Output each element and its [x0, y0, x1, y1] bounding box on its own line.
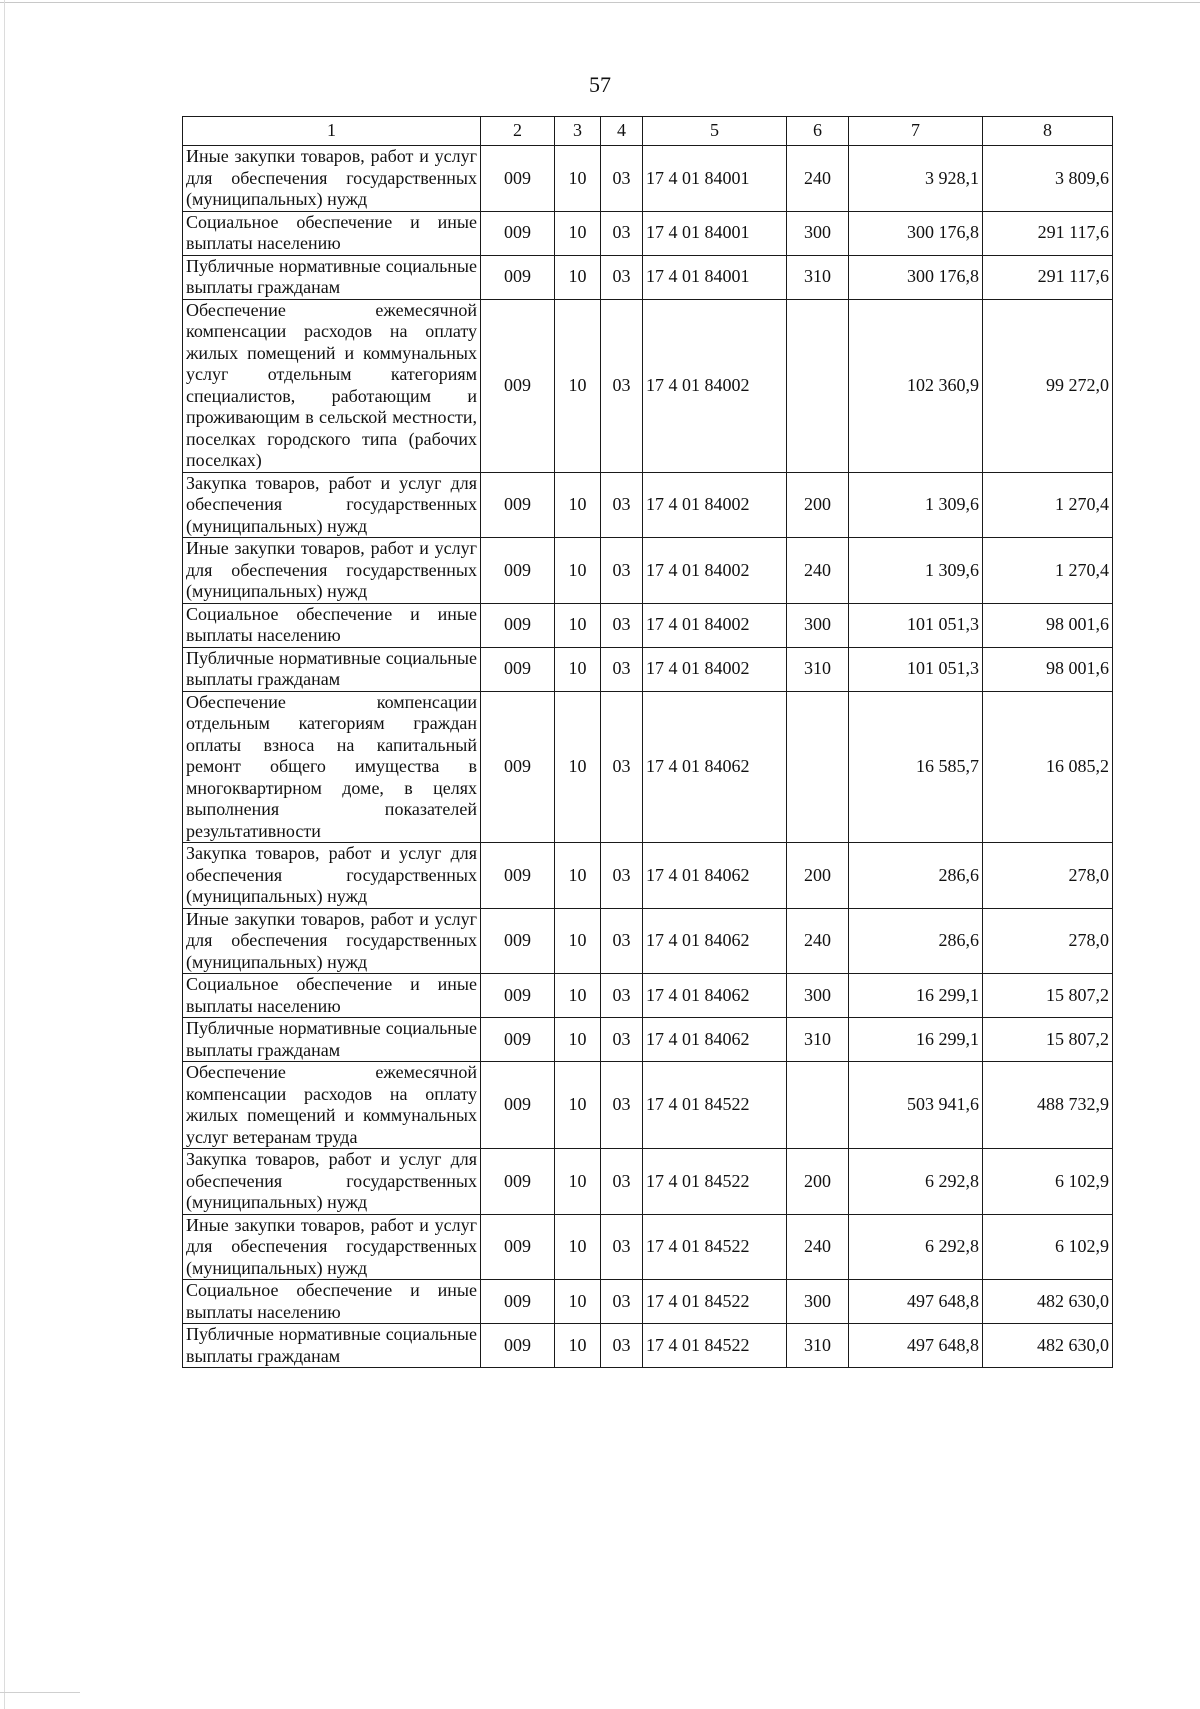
header-cell-2: 2 — [481, 117, 555, 146]
table-row — [183, 691, 1113, 843]
row-main-code-cell: 009 — [481, 908, 555, 974]
row-amount-1-cell: 286,6 — [849, 843, 983, 909]
row-target-code-cell: 17 4 01 84001 — [643, 211, 787, 255]
row-target-code-cell: 17 4 01 84062 — [643, 908, 787, 974]
row-section-cell: 10 — [555, 472, 601, 538]
header-cell-5: 5 — [643, 117, 787, 146]
table-row — [183, 647, 1113, 691]
table-row — [183, 146, 1113, 212]
header-cell-3: 3 — [555, 117, 601, 146]
header-cell-1: 1 — [183, 117, 481, 146]
row-subsection-cell: 03 — [601, 1324, 643, 1368]
row-target-code-cell: 17 4 01 84522 — [643, 1062, 787, 1149]
row-subsection-cell: 03 — [601, 1018, 643, 1062]
row-name-cell: Закупка товаров, работ и услуг для обеспечения государственных (муниципальных) нужд — [183, 472, 481, 538]
row-expense-type-cell — [787, 691, 849, 843]
row-main-code-cell: 009 — [481, 146, 555, 212]
row-target-code-cell: 17 4 01 84001 — [643, 146, 787, 212]
row-main-code-cell: 009 — [481, 974, 555, 1018]
row-expense-type-cell: 310 — [787, 1018, 849, 1062]
row-amount-1-cell: 1 309,6 — [849, 472, 983, 538]
table-row — [183, 472, 1113, 538]
row-main-code-cell: 009 — [481, 255, 555, 299]
table-row — [183, 603, 1113, 647]
table-row — [183, 255, 1113, 299]
row-subsection-cell: 03 — [601, 1214, 643, 1280]
row-amount-1-cell: 1 309,6 — [849, 538, 983, 604]
row-amount-2-cell: 482 630,0 — [983, 1324, 1113, 1368]
row-section-cell: 10 — [555, 211, 601, 255]
row-name-cell: Публичные нормативные социальные выплаты гражданам — [183, 1018, 481, 1062]
row-target-code-cell: 17 4 01 84002 — [643, 472, 787, 538]
row-expense-type-cell: 240 — [787, 146, 849, 212]
row-section-cell: 10 — [555, 255, 601, 299]
row-amount-2-cell: 488 732,9 — [983, 1062, 1113, 1149]
row-expense-type-cell: 300 — [787, 211, 849, 255]
table-row — [183, 211, 1113, 255]
page-number: 57 — [589, 72, 611, 97]
row-subsection-cell: 03 — [601, 211, 643, 255]
row-target-code-cell: 17 4 01 84002 — [643, 603, 787, 647]
row-amount-1-cell: 16 299,1 — [849, 974, 983, 1018]
row-name-cell: Закупка товаров, работ и услуг для обеспечения государственных (муниципальных) нужд — [183, 843, 481, 909]
row-amount-1-cell: 101 051,3 — [849, 647, 983, 691]
table-body — [183, 146, 1113, 1368]
table-row — [183, 299, 1113, 472]
row-amount-2-cell: 278,0 — [983, 908, 1113, 974]
row-subsection-cell: 03 — [601, 691, 643, 843]
row-name-cell: Иные закупки товаров, работ и услуг для обеспечения государственных (муниципальных) нужд — [183, 538, 481, 604]
row-subsection-cell: 03 — [601, 1149, 643, 1215]
row-main-code-cell: 009 — [481, 472, 555, 538]
row-amount-2-cell: 1 270,4 — [983, 472, 1113, 538]
row-expense-type-cell: 300 — [787, 1280, 849, 1324]
table-row — [183, 843, 1113, 909]
row-main-code-cell: 009 — [481, 1062, 555, 1149]
row-main-code-cell: 009 — [481, 1280, 555, 1324]
row-name-cell: Публичные нормативные социальные выплаты гражданам — [183, 647, 481, 691]
row-target-code-cell: 17 4 01 84002 — [643, 538, 787, 604]
row-subsection-cell: 03 — [601, 843, 643, 909]
row-section-cell: 10 — [555, 1280, 601, 1324]
row-subsection-cell: 03 — [601, 1062, 643, 1149]
row-expense-type-cell: 310 — [787, 255, 849, 299]
header-cell-4: 4 — [601, 117, 643, 146]
row-section-cell: 10 — [555, 647, 601, 691]
row-name-cell: Закупка товаров, работ и услуг для обеспечения государственных (муниципальных) нужд — [183, 1149, 481, 1215]
row-target-code-cell: 17 4 01 84522 — [643, 1280, 787, 1324]
row-name-cell: Иные закупки товаров, работ и услуг для обеспечения государственных (муниципальных) нужд — [183, 146, 481, 212]
table-row — [183, 1214, 1113, 1280]
budget-table — [182, 116, 1113, 1368]
row-expense-type-cell: 300 — [787, 603, 849, 647]
row-amount-2-cell: 291 117,6 — [983, 211, 1113, 255]
row-subsection-cell: 03 — [601, 974, 643, 1018]
scan-edge-bottom — [0, 1692, 80, 1693]
row-expense-type-cell — [787, 299, 849, 472]
row-amount-2-cell: 15 807,2 — [983, 974, 1113, 1018]
row-main-code-cell: 009 — [481, 603, 555, 647]
header-row — [183, 117, 1113, 146]
row-section-cell: 10 — [555, 1324, 601, 1368]
row-amount-1-cell: 16 585,7 — [849, 691, 983, 843]
row-amount-1-cell: 16 299,1 — [849, 1018, 983, 1062]
row-main-code-cell: 009 — [481, 647, 555, 691]
table-row — [183, 1018, 1113, 1062]
row-section-cell: 10 — [555, 1149, 601, 1215]
row-amount-2-cell: 3 809,6 — [983, 146, 1113, 212]
table-row — [183, 1062, 1113, 1149]
row-amount-2-cell: 291 117,6 — [983, 255, 1113, 299]
row-amount-2-cell: 6 102,9 — [983, 1214, 1113, 1280]
scan-edge-top — [0, 2, 1200, 3]
row-subsection-cell: 03 — [601, 908, 643, 974]
row-target-code-cell: 17 4 01 84062 — [643, 974, 787, 1018]
row-expense-type-cell: 200 — [787, 843, 849, 909]
header-cell-8: 8 — [983, 117, 1113, 146]
row-subsection-cell: 03 — [601, 603, 643, 647]
row-name-cell: Социальное обеспечение и иные выплаты населению — [183, 974, 481, 1018]
row-target-code-cell: 17 4 01 84062 — [643, 1018, 787, 1062]
row-amount-1-cell: 102 360,9 — [849, 299, 983, 472]
row-section-cell: 10 — [555, 691, 601, 843]
row-section-cell: 10 — [555, 299, 601, 472]
row-amount-1-cell: 300 176,8 — [849, 255, 983, 299]
row-name-cell: Публичные нормативные социальные выплаты гражданам — [183, 255, 481, 299]
row-target-code-cell: 17 4 01 84522 — [643, 1214, 787, 1280]
row-main-code-cell: 009 — [481, 691, 555, 843]
row-amount-1-cell: 300 176,8 — [849, 211, 983, 255]
row-name-cell: Социальное обеспечение и иные выплаты населению — [183, 1280, 481, 1324]
table-row — [183, 1324, 1113, 1368]
row-main-code-cell: 009 — [481, 299, 555, 472]
row-amount-1-cell: 6 292,8 — [849, 1214, 983, 1280]
row-target-code-cell: 17 4 01 84001 — [643, 255, 787, 299]
row-section-cell: 10 — [555, 146, 601, 212]
row-section-cell: 10 — [555, 1018, 601, 1062]
row-amount-2-cell: 99 272,0 — [983, 299, 1113, 472]
row-name-cell: Обеспечение компенсации отдельным категориям граждан оплаты взноса на капитальный ремонт общего имущества в многоквартирном доме, в целях выполнения показателей результативности — [183, 691, 481, 843]
row-expense-type-cell: 240 — [787, 908, 849, 974]
row-amount-2-cell: 98 001,6 — [983, 603, 1113, 647]
row-subsection-cell: 03 — [601, 1280, 643, 1324]
row-amount-1-cell: 286,6 — [849, 908, 983, 974]
row-main-code-cell: 009 — [481, 1324, 555, 1368]
row-expense-type-cell: 200 — [787, 472, 849, 538]
row-subsection-cell: 03 — [601, 255, 643, 299]
row-amount-2-cell: 98 001,6 — [983, 647, 1113, 691]
row-name-cell: Обеспечение ежемесячной компенсации расходов на оплату жилых помещений и коммунальных услуг ветеранам труда — [183, 1062, 481, 1149]
row-amount-2-cell: 15 807,2 — [983, 1018, 1113, 1062]
row-section-cell: 10 — [555, 843, 601, 909]
row-amount-1-cell: 497 648,8 — [849, 1280, 983, 1324]
row-subsection-cell: 03 — [601, 472, 643, 538]
row-amount-1-cell: 503 941,6 — [849, 1062, 983, 1149]
row-expense-type-cell: 200 — [787, 1149, 849, 1215]
row-amount-1-cell: 3 928,1 — [849, 146, 983, 212]
row-main-code-cell: 009 — [481, 1018, 555, 1062]
row-section-cell: 10 — [555, 603, 601, 647]
row-main-code-cell: 009 — [481, 1149, 555, 1215]
row-expense-type-cell — [787, 1062, 849, 1149]
row-amount-2-cell: 6 102,9 — [983, 1149, 1113, 1215]
row-name-cell: Иные закупки товаров, работ и услуг для обеспечения государственных (муниципальных) нужд — [183, 1214, 481, 1280]
row-target-code-cell: 17 4 01 84062 — [643, 843, 787, 909]
row-main-code-cell: 009 — [481, 211, 555, 255]
row-name-cell: Иные закупки товаров, работ и услуг для обеспечения государственных (муниципальных) нужд — [183, 908, 481, 974]
row-subsection-cell: 03 — [601, 647, 643, 691]
row-section-cell: 10 — [555, 1214, 601, 1280]
row-expense-type-cell: 300 — [787, 974, 849, 1018]
table-row — [183, 538, 1113, 604]
row-section-cell: 10 — [555, 908, 601, 974]
row-amount-2-cell: 482 630,0 — [983, 1280, 1113, 1324]
row-name-cell: Социальное обеспечение и иные выплаты населению — [183, 603, 481, 647]
row-amount-2-cell: 1 270,4 — [983, 538, 1113, 604]
row-target-code-cell: 17 4 01 84522 — [643, 1149, 787, 1215]
table-row — [183, 1149, 1113, 1215]
table-row — [183, 1280, 1113, 1324]
row-amount-1-cell: 497 648,8 — [849, 1324, 983, 1368]
row-expense-type-cell: 240 — [787, 1214, 849, 1280]
row-expense-type-cell: 240 — [787, 538, 849, 604]
row-section-cell: 10 — [555, 538, 601, 604]
header-cell-7: 7 — [849, 117, 983, 146]
row-section-cell: 10 — [555, 974, 601, 1018]
header-cell-6: 6 — [787, 117, 849, 146]
row-target-code-cell: 17 4 01 84062 — [643, 691, 787, 843]
row-expense-type-cell: 310 — [787, 1324, 849, 1368]
row-name-cell: Публичные нормативные социальные выплаты гражданам — [183, 1324, 481, 1368]
row-amount-2-cell: 16 085,2 — [983, 691, 1113, 843]
row-main-code-cell: 009 — [481, 1214, 555, 1280]
row-section-cell: 10 — [555, 1062, 601, 1149]
scan-edge-left — [4, 0, 5, 1709]
row-target-code-cell: 17 4 01 84002 — [643, 647, 787, 691]
row-subsection-cell: 03 — [601, 299, 643, 472]
row-subsection-cell: 03 — [601, 538, 643, 604]
row-amount-2-cell: 278,0 — [983, 843, 1113, 909]
row-expense-type-cell: 310 — [787, 647, 849, 691]
row-main-code-cell: 009 — [481, 538, 555, 604]
row-amount-1-cell: 101 051,3 — [849, 603, 983, 647]
table-row — [183, 908, 1113, 974]
row-target-code-cell: 17 4 01 84002 — [643, 299, 787, 472]
row-target-code-cell: 17 4 01 84522 — [643, 1324, 787, 1368]
row-amount-1-cell: 6 292,8 — [849, 1149, 983, 1215]
row-main-code-cell: 009 — [481, 843, 555, 909]
row-name-cell: Обеспечение ежемесячной компенсации расходов на оплату жилых помещений и коммунальных услуг отдельным категориям специалистов, работающим и проживающим в сельской местности, поселках городского типа (рабочих поселках) — [183, 299, 481, 472]
row-subsection-cell: 03 — [601, 146, 643, 212]
table-row — [183, 974, 1113, 1018]
row-name-cell: Социальное обеспечение и иные выплаты населению — [183, 211, 481, 255]
